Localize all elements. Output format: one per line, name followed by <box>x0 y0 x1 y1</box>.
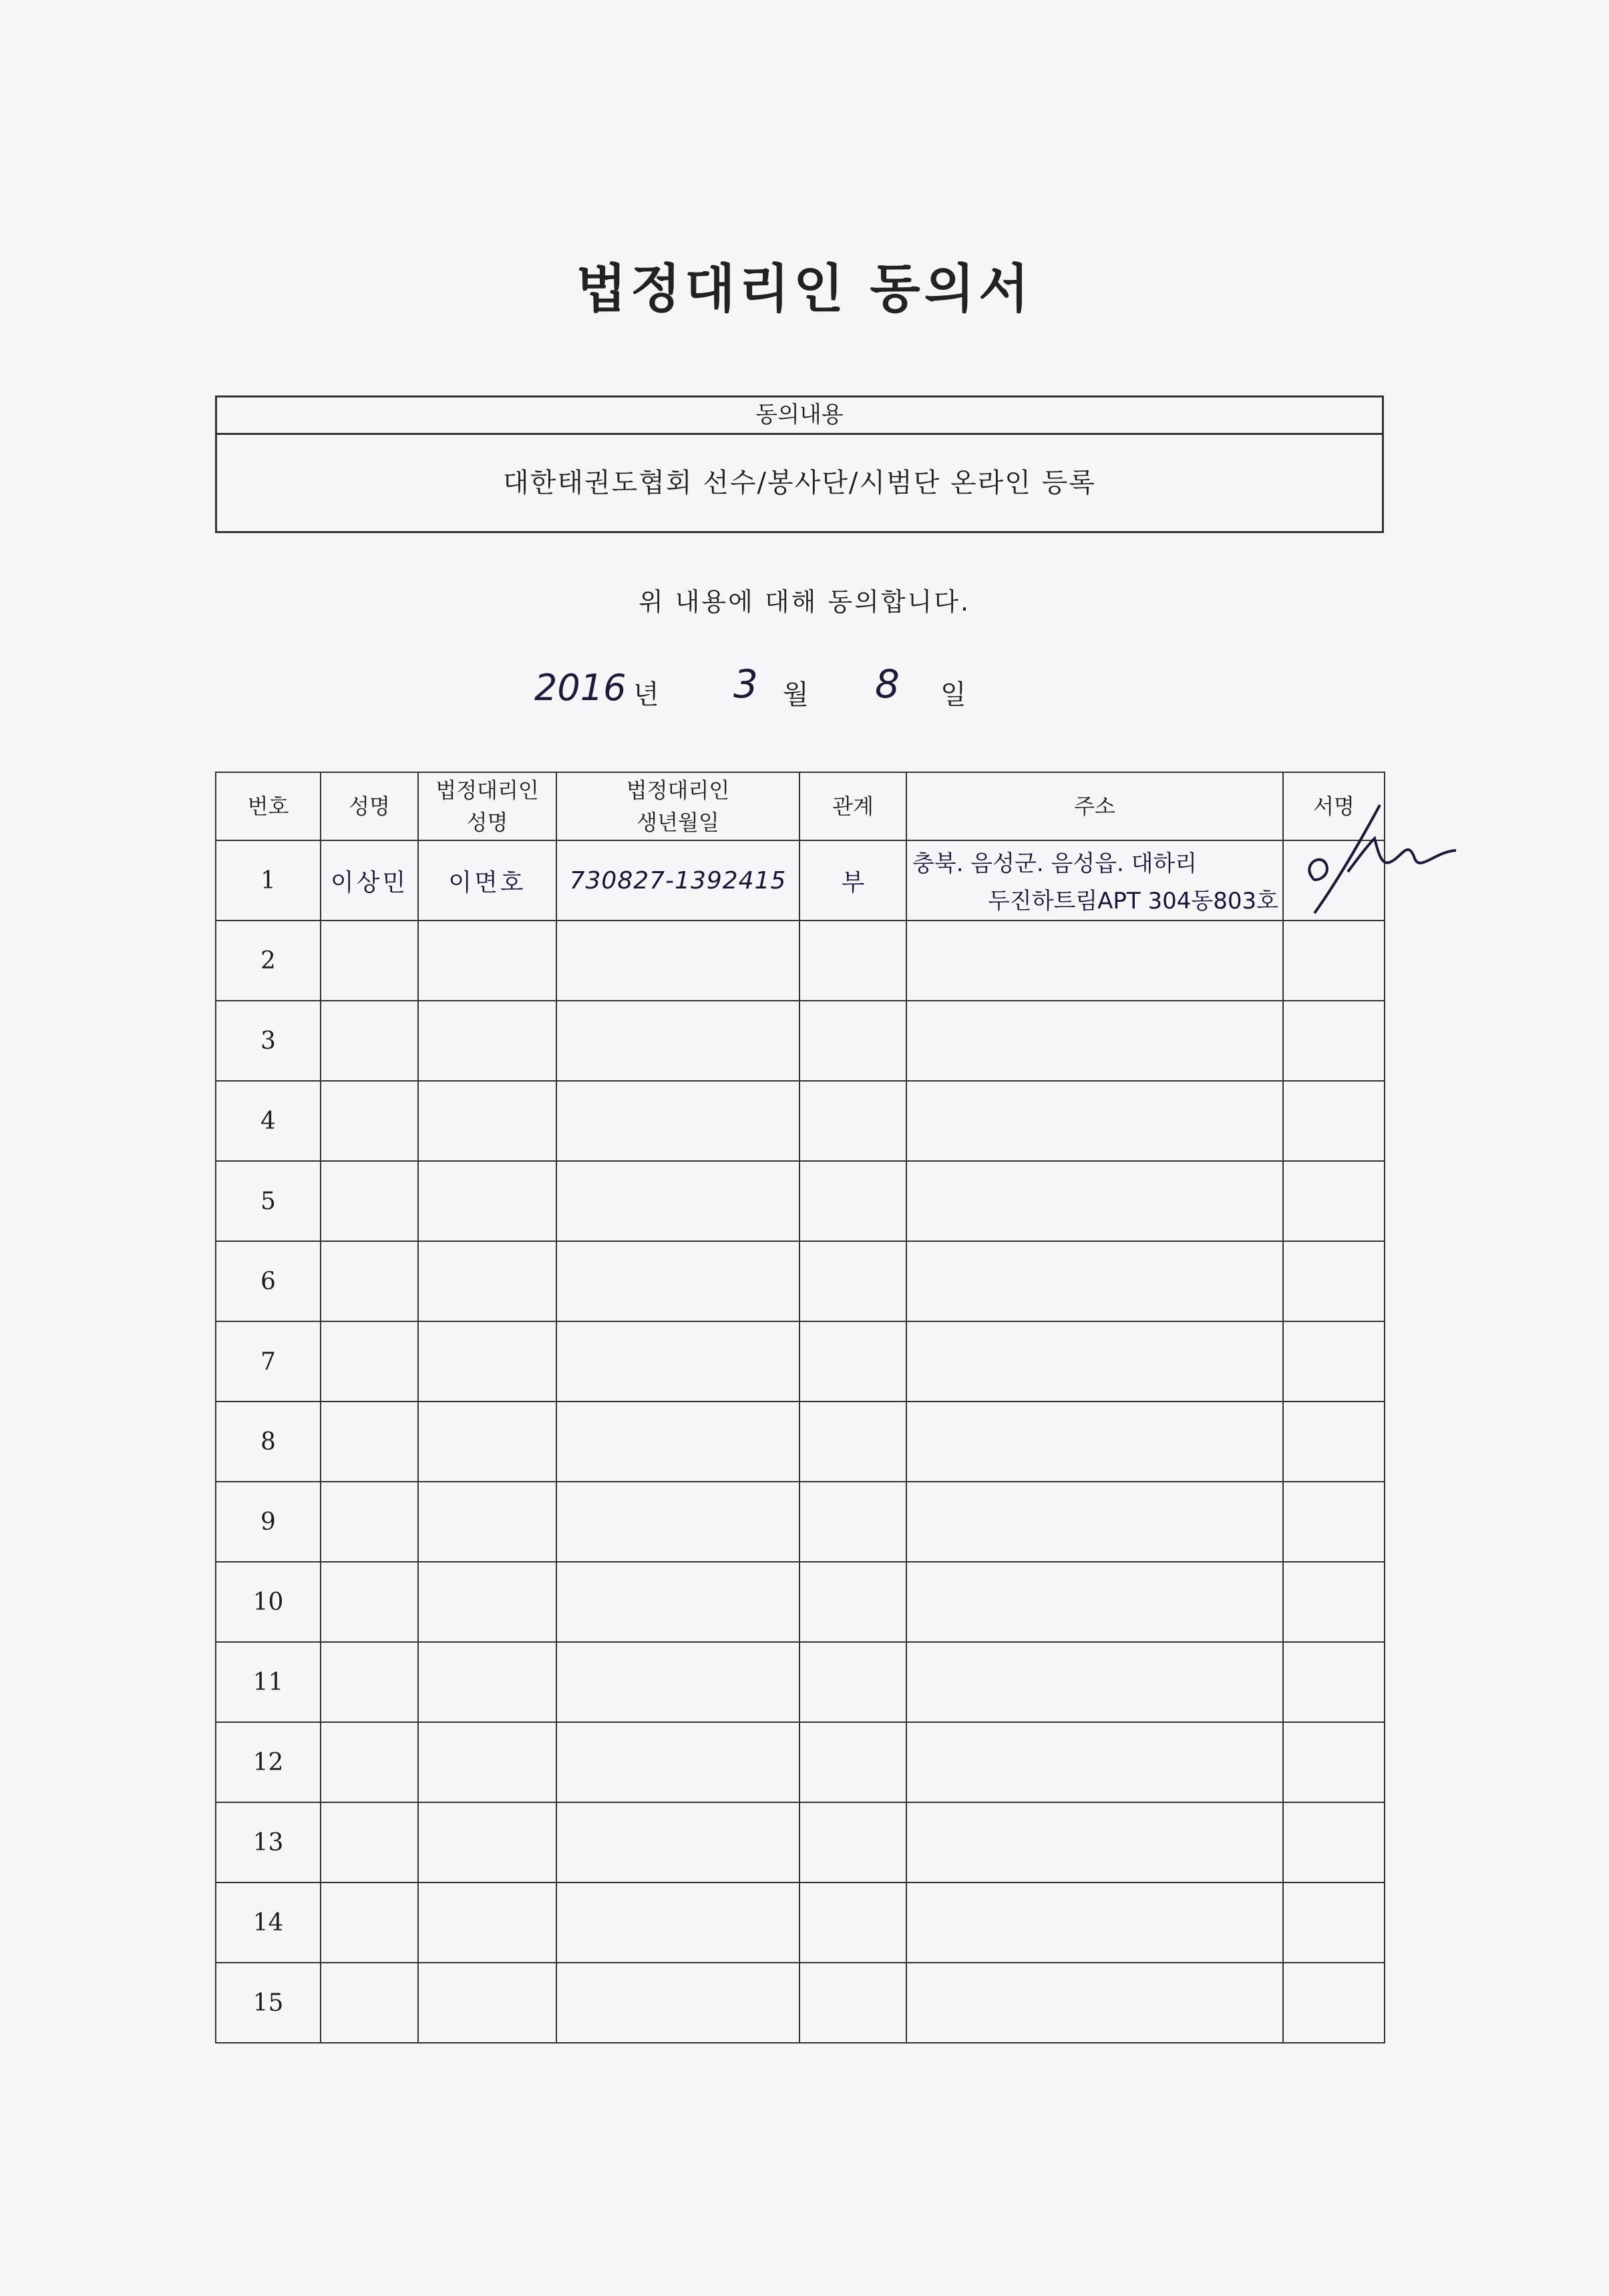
date-month-label: 월 <box>783 679 809 710</box>
guardian-name <box>418 1321 556 1402</box>
address <box>906 1882 1283 1963</box>
guardian-name <box>418 1882 556 1963</box>
table-row <box>216 1081 1385 1161</box>
row-number: 14 <box>216 1882 321 1963</box>
guardian-dob <box>556 1963 799 2043</box>
table-row <box>216 1802 1385 1882</box>
signature-cell <box>1283 1161 1385 1241</box>
relation <box>799 1241 906 1321</box>
table-row <box>216 1241 1385 1321</box>
address <box>906 1161 1283 1241</box>
signature-cell <box>1283 1081 1385 1161</box>
table-row <box>216 1001 1385 1081</box>
consent-box <box>215 395 1384 533</box>
consent-content: 대한태권도협회 선수/봉사단/시범단 온라인 등록 <box>503 468 1096 498</box>
table-row <box>216 1642 1385 1722</box>
guardian-dob <box>556 1402 799 1482</box>
address <box>906 1001 1283 1081</box>
guardian-dob: 730827-1392415 <box>556 840 799 921</box>
table-row <box>216 1562 1385 1642</box>
guardian-dob <box>556 1722 799 1802</box>
signature-cell <box>1283 1562 1385 1642</box>
address-line2: 두진하트림APT 304동803호 <box>987 888 1278 915</box>
guardian-name <box>418 1722 556 1802</box>
table-row <box>216 1882 1385 1963</box>
guardian-dob <box>556 1081 799 1161</box>
student-name <box>321 1482 418 1562</box>
signature-cell <box>1283 1722 1385 1802</box>
row-number: 15 <box>216 1963 321 2043</box>
signature-cell <box>1283 1001 1385 1081</box>
relation <box>799 1562 906 1642</box>
table-header-row <box>216 772 1385 840</box>
consent-header: 동의내용 <box>217 397 1382 435</box>
student-name <box>321 1241 418 1321</box>
guardian-name <box>418 1241 556 1321</box>
guardian-name <box>418 1802 556 1882</box>
guardian-dob <box>556 1241 799 1321</box>
row-number: 3 <box>216 1001 321 1081</box>
address <box>906 1402 1283 1482</box>
student-name <box>321 1882 418 1963</box>
student-name <box>321 1642 418 1722</box>
address <box>906 1241 1283 1321</box>
col-address: 주소 <box>906 772 1283 840</box>
date-day: 8 <box>875 661 900 707</box>
row-number: 4 <box>216 1081 321 1161</box>
col-guardian-name: 법정대리인 성명 <box>418 772 556 840</box>
address <box>906 1562 1283 1642</box>
relation <box>799 921 906 1001</box>
student-name: 이상민 <box>321 840 418 921</box>
guardian-dob <box>556 1482 799 1562</box>
relation: 부 <box>799 840 906 921</box>
row-number: 5 <box>216 1161 321 1241</box>
row-number: 12 <box>216 1722 321 1802</box>
student-name <box>321 1001 418 1081</box>
col-name: 성명 <box>321 772 418 840</box>
guardian-dob <box>556 1161 799 1241</box>
student-name <box>321 1802 418 1882</box>
address-line1: 충북. 음성군. 음성읍. 대하리 <box>912 850 1198 877</box>
signature-cell <box>1283 921 1385 1001</box>
relation <box>799 1882 906 1963</box>
relation <box>799 1402 906 1482</box>
guardian-dob <box>556 1882 799 1963</box>
row-number: 6 <box>216 1241 321 1321</box>
address <box>906 1802 1283 1882</box>
signature-cell <box>1283 1482 1385 1562</box>
table-row <box>216 1722 1385 1802</box>
row-number: 7 <box>216 1321 321 1402</box>
guardian-dob <box>556 921 799 1001</box>
signature-cell <box>1283 1402 1385 1482</box>
row-number: 1 <box>216 840 321 921</box>
address <box>906 840 1283 921</box>
guardian-name <box>418 1001 556 1081</box>
row-number: 10 <box>216 1562 321 1642</box>
address <box>906 1081 1283 1161</box>
relation <box>799 1642 906 1722</box>
student-name <box>321 921 418 1001</box>
guardian-dob <box>556 1562 799 1642</box>
row-number: 2 <box>216 921 321 1001</box>
date-year: 2016 <box>534 667 627 709</box>
guardian-dob <box>556 1642 799 1722</box>
col-signature: 서명 <box>1283 772 1385 840</box>
guardian-name <box>418 1161 556 1241</box>
student-name <box>321 1963 418 2043</box>
row-number: 8 <box>216 1402 321 1482</box>
guardian-dob <box>556 1001 799 1081</box>
table-row <box>216 1321 1385 1402</box>
relation <box>799 1161 906 1241</box>
signature-cell <box>1283 1321 1385 1402</box>
guardian-name <box>418 1963 556 2043</box>
student-name <box>321 1562 418 1642</box>
row-number: 11 <box>216 1642 321 1722</box>
handwritten-signature-icon <box>1301 798 1461 932</box>
signature-cell <box>1283 1241 1385 1321</box>
relation <box>799 1081 906 1161</box>
guardian-name <box>418 1642 556 1722</box>
signature-cell <box>1283 1963 1385 2043</box>
guardian-name <box>418 1562 556 1642</box>
table-row <box>216 1482 1385 1562</box>
guardian-name: 이면호 <box>418 840 556 921</box>
col-no: 번호 <box>216 772 321 840</box>
signature-cell <box>1283 1642 1385 1722</box>
row-number: 13 <box>216 1802 321 1882</box>
address <box>906 1963 1283 2043</box>
table-row <box>216 921 1385 1001</box>
relation <box>799 1001 906 1081</box>
relation <box>799 1802 906 1882</box>
student-name <box>321 1161 418 1241</box>
row-number: 9 <box>216 1482 321 1562</box>
guardian-name <box>418 1482 556 1562</box>
table-row <box>216 1402 1385 1482</box>
relation <box>799 1963 906 2043</box>
student-name <box>321 1081 418 1161</box>
date-year-label: 년 <box>633 679 659 710</box>
address <box>906 1722 1283 1802</box>
guardian-dob <box>556 1321 799 1402</box>
guardian-table <box>215 772 1385 2043</box>
page-title: 법정대리인 동의서 <box>576 259 1033 319</box>
agree-statement: 위 내용에 대해 동의합니다. <box>638 587 971 617</box>
guardian-name <box>418 1402 556 1482</box>
student-name <box>321 1722 418 1802</box>
guardian-name <box>418 1081 556 1161</box>
address <box>906 921 1283 1001</box>
table-row <box>216 840 1385 921</box>
guardian-dob <box>556 1802 799 1882</box>
relation <box>799 1321 906 1402</box>
relation <box>799 1482 906 1562</box>
address <box>906 1482 1283 1562</box>
signature-cell <box>1283 1882 1385 1963</box>
student-name <box>321 1402 418 1482</box>
address <box>906 1642 1283 1722</box>
date-month: 3 <box>733 661 758 707</box>
relation <box>799 1722 906 1802</box>
student-name <box>321 1321 418 1402</box>
guardian-name <box>418 921 556 1001</box>
signature-cell <box>1283 1802 1385 1882</box>
date-row <box>0 661 1609 721</box>
address <box>906 1321 1283 1402</box>
date-day-label: 일 <box>940 679 966 710</box>
col-guardian-dob: 법정대리인 생년월일 <box>556 772 799 840</box>
table-row <box>216 1963 1385 2043</box>
table-row <box>216 1161 1385 1241</box>
col-relation: 관계 <box>799 772 906 840</box>
